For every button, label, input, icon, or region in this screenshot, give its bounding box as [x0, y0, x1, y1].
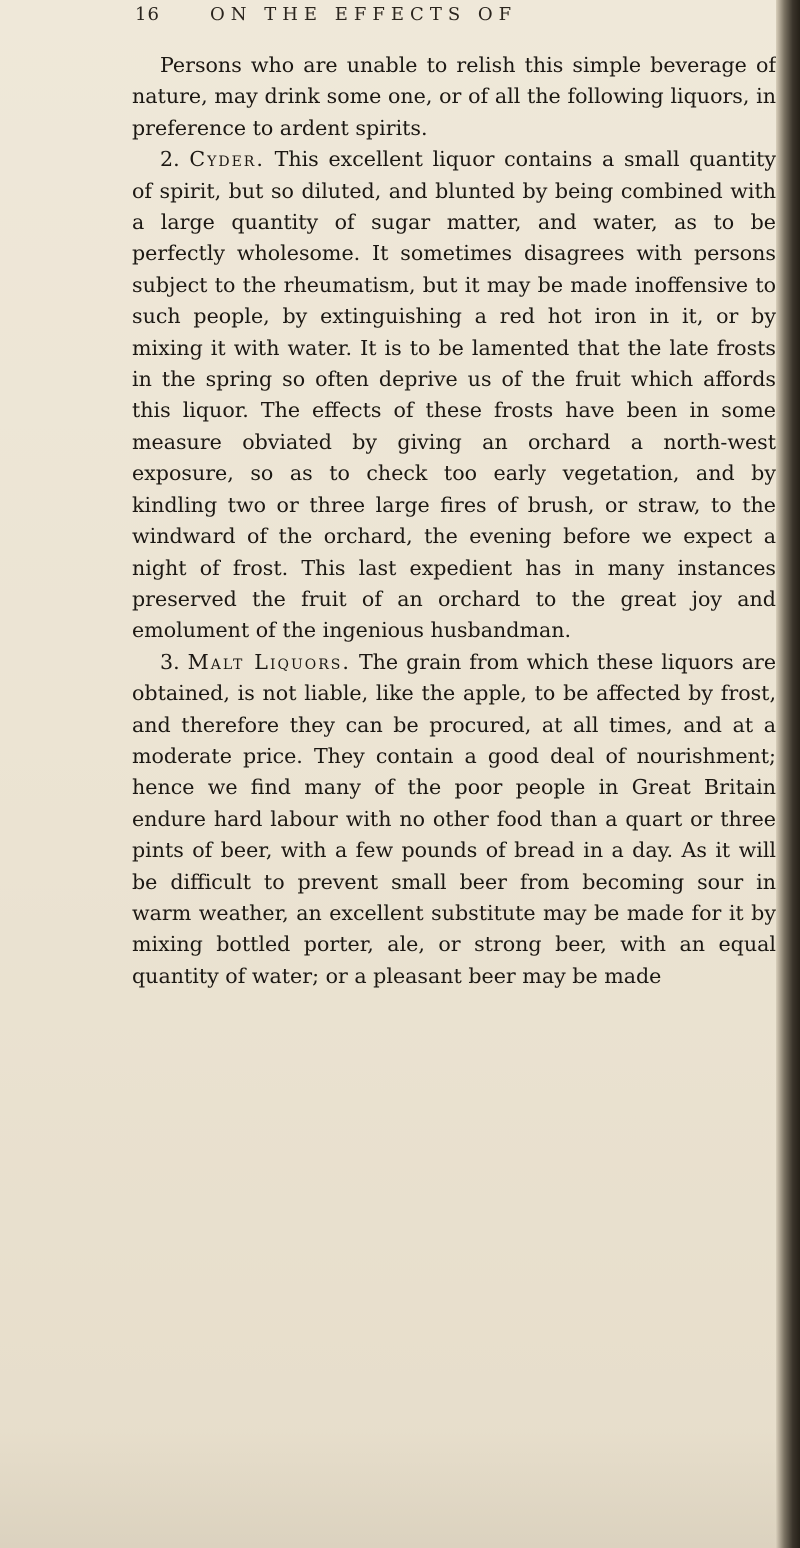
section-number: 3.	[160, 649, 180, 674]
book-binding-edge	[776, 0, 800, 1548]
paragraph-malt-liquors	[132, 647, 776, 992]
running-head: ON THE EFFECTS OF	[210, 4, 518, 25]
page-number: 16	[135, 4, 160, 25]
section-text-cyder: This excellent liquor contains a small quantity of spirit, but so diluted, and blunted by being combined with a large quantity of sugar matter, and water, as to be perfectly wholesome. It sometimes disagrees with persons subject to the rheumatism, but it may be made inoffensive to such people, by extinguishing a red hot iron in it, or by mixing it with water. It is to be lamented that the late frosts in the spring so often deprive us of the fruit which affords this liquor. The effects of these frosts have been in some measure obviated by giving an orchard a north-west exposure, so as to check too early vegetation, and by kindling two or three large fires of brush, or straw, to the windward of the orchard, the evening before we expect a night of frost. This last expedient has in many instances preserved the fruit of an orchard to the great joy and emolument of the ingenious husbandman.	[132, 147, 776, 643]
paragraph-intro: Persons who are unable to relish this simple beverage of nature, may drink some one, or of all the following liquors, in preference to ardent spirits.	[132, 53, 776, 140]
section-number: 2.	[160, 147, 180, 172]
page-bottom-shading	[0, 1428, 800, 1548]
paragraph-cyder	[132, 144, 776, 647]
page-header	[135, 4, 775, 34]
section-heading-cyder: Cyder.	[189, 147, 265, 172]
section-heading-malt-liquors: Malt Liquors.	[187, 649, 351, 674]
body-text	[132, 50, 776, 992]
section-text-malt-liquors: The grain from which these liquors are obtained, is not liable, like the apple, to be affected by frost, and therefore they can be procured, at all times, and at a moderate price. They contain a good deal of nourishment; hence we find many of the poor people in Great Britain endure hard labour with no other food than a quart or three pints of beer, with a few pounds of bread in a day. As it will be difficult to prevent small beer from becoming sour in warm weather, an excellent substitute may be made for it by mixing bottled porter, ale, or strong beer, with an equal quantity of water; or a pleasant beer may be made	[132, 649, 777, 988]
